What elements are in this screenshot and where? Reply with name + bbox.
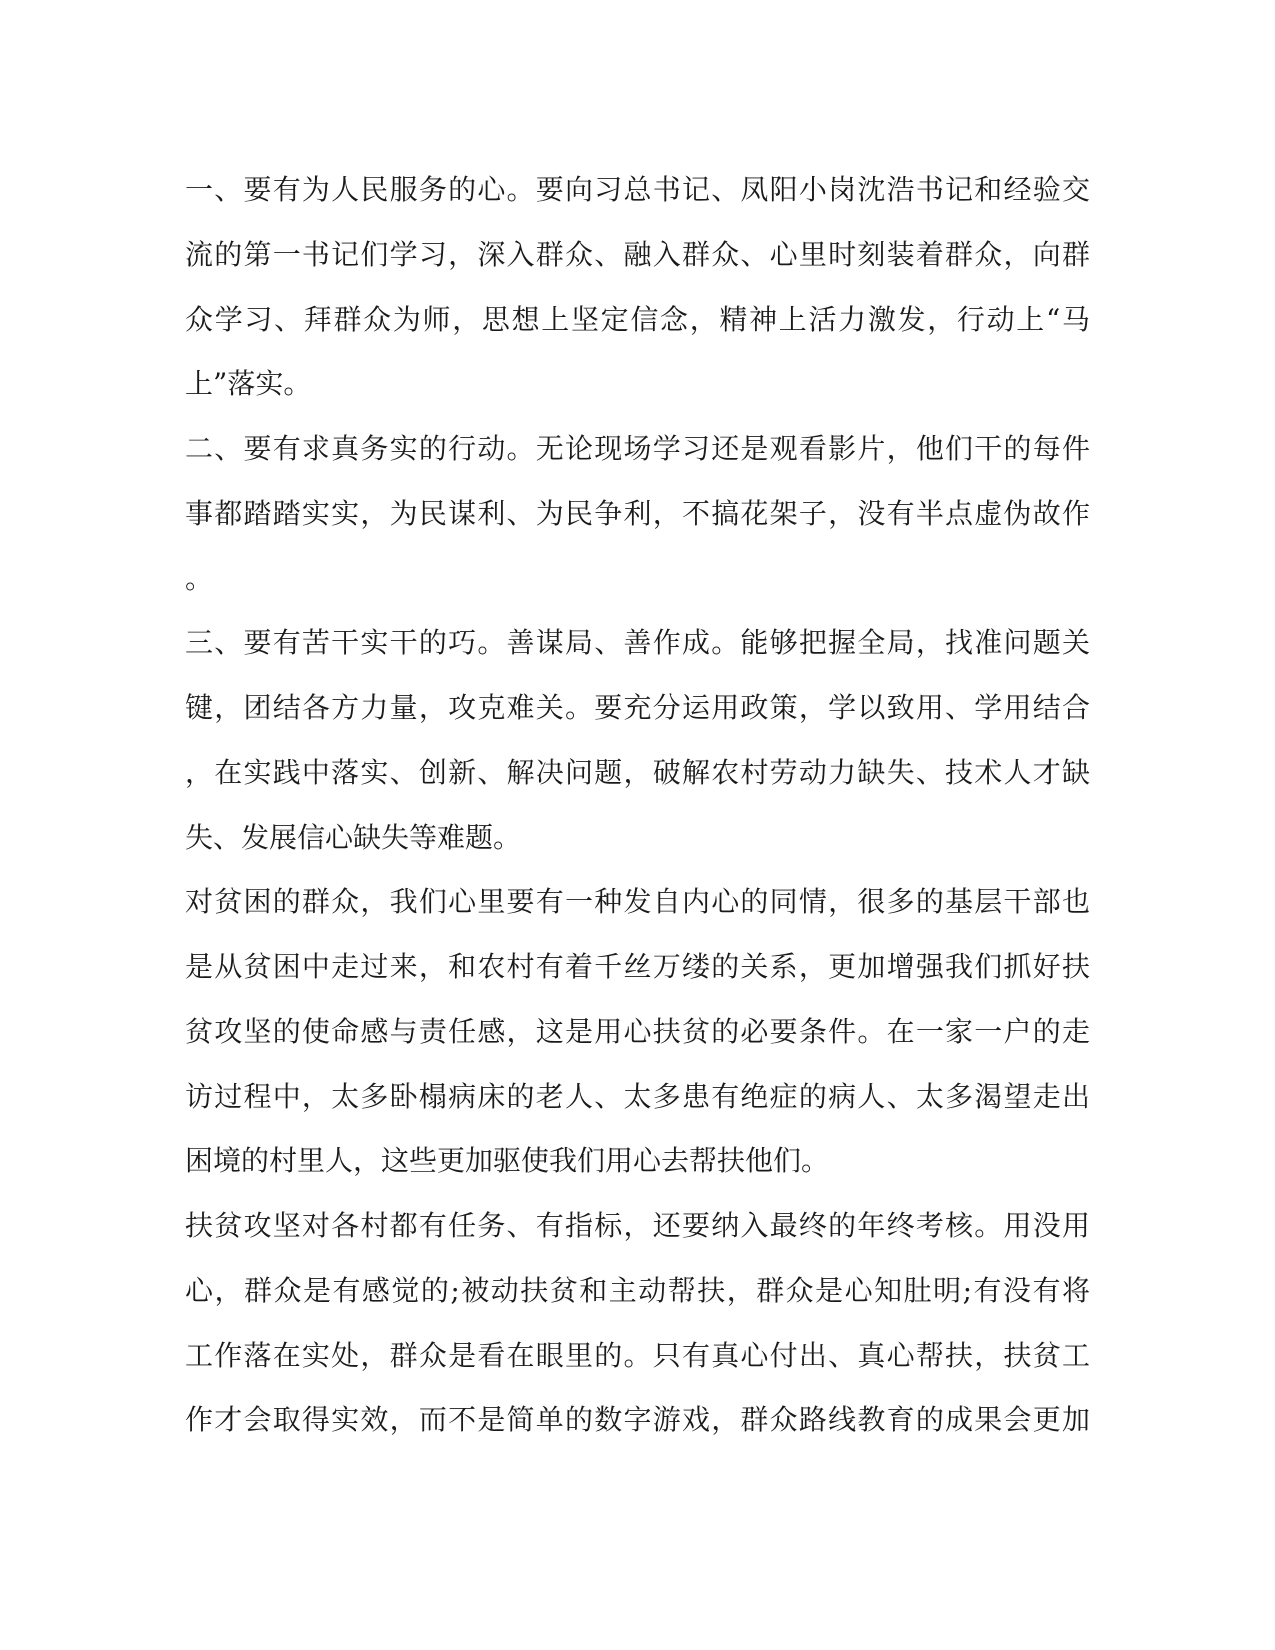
text-line: 扶贫攻坚对各村都有任务、有指标，还要纳入最终的年终考核。用没用 <box>185 1209 1090 1242</box>
text-line: 心，群众是有感觉的;被动扶贫和主动帮扶，群众是心知肚明;有没有将 <box>185 1273 1090 1307</box>
text-line: 众学习、拜群众为师，思想上坚定信念，精神上活力激发，行动上“马 <box>185 302 1090 336</box>
text-line: 是从贫困中走过来，和农村有着千丝万缕的关系，更加增强我们抓好扶 <box>185 950 1090 983</box>
text-line: 事都踏踏实实，为民谋利、为民争利，不搞花架子，没有半点虚伪故作 <box>185 496 1090 530</box>
text-line: 三、要有苦干实干的巧。善谋局、善作成。能够把握全局，找准问题关 <box>185 626 1090 660</box>
text-line: 一、要有为人民服务的心。要向习总书记、凤阳小岗沈浩书记和经验交 <box>185 173 1090 206</box>
text-line: 对贫困的群众，我们心里要有一种发自内心的同情，很多的基层干部也 <box>185 885 1090 919</box>
text-line: ，在实践中落实、创新、解决问题，破解农村劳动力缺失、技术人才缺 <box>185 755 1090 789</box>
text-line: 二、要有求真务实的行动。无论现场学习还是观看影片，他们干的每件 <box>185 432 1090 465</box>
text-line: 作才会取得实效，而不是简单的数字游戏，群众路线教育的成果会更加 <box>185 1403 1090 1437</box>
text-line: 上”落实。 <box>185 367 312 401</box>
text-line: 困境的村里人，这些更加驱使我们用心去帮扶他们。 <box>185 1144 830 1178</box>
text-line: 键，团结各方力量，攻克难关。要充分运用政策，学以致用、学用结合 <box>185 691 1090 724</box>
text-line: 访过程中，太多卧榻病床的老人、太多患有绝症的病人、太多渴望走出 <box>185 1079 1090 1113</box>
text-line: 。 <box>185 561 214 595</box>
text-line: 贫攻坚的使命感与责任感，这是用心扶贫的必要条件。在一家一户的走 <box>185 1014 1090 1048</box>
text-line: 失、发展信心缺失等难题。 <box>185 820 522 854</box>
text-line: 流的第一书记们学习，深入群众、融入群众、心里时刻装着群众，向群 <box>185 237 1090 271</box>
document-body <box>185 158 1090 1453</box>
text-line: 工作落在实处，群众是看在眼里的。只有真心付出、真心帮扶，扶贫工 <box>185 1338 1090 1372</box>
